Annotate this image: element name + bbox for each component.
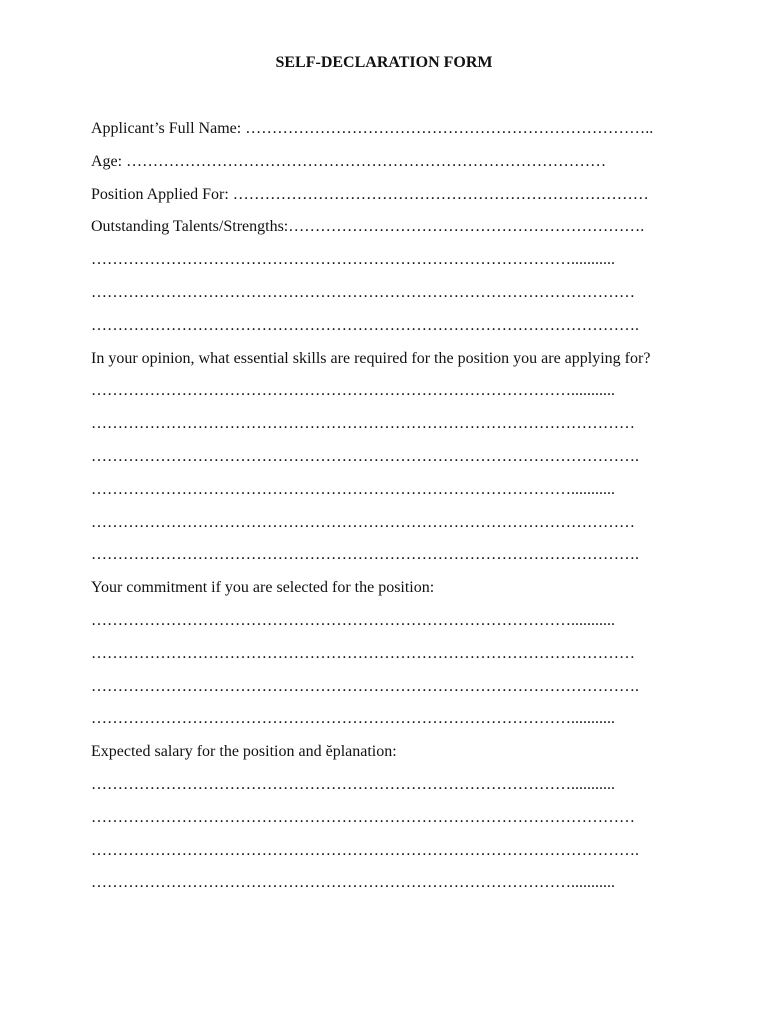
dotted-line: ………………………………………………………………………………...........	[91, 710, 615, 728]
skills-blank-line	[91, 479, 681, 501]
dotted-line: ………………………………………………………………………………………….	[91, 677, 639, 695]
position-label: Position Applied For:	[91, 185, 233, 203]
talents-blank-line	[91, 249, 681, 271]
skills-blank-line	[91, 413, 681, 435]
salary-blank-line	[91, 840, 681, 862]
talents-field	[91, 216, 681, 238]
age-blank: ………………………………………………………………………………	[126, 152, 607, 170]
dotted-line: ………………………………………………………………………………...........	[91, 611, 615, 629]
skills-blank-line	[91, 544, 681, 566]
dotted-line: ………………………………………………………………………………...........	[91, 382, 615, 400]
dotted-line: ………………………………………………………………………………...........	[91, 874, 615, 892]
commitment-blank-line	[91, 676, 681, 698]
skills-question	[91, 348, 681, 370]
dotted-line: …………………………………………………………………………………………	[91, 513, 635, 531]
position-blank: ……………………………………………………………………	[232, 185, 649, 203]
talents-label: Outstanding Talents/Strengths:	[91, 218, 289, 236]
talents-blank-line	[91, 282, 681, 304]
position-field	[91, 184, 681, 206]
skills-blank-line	[91, 446, 681, 468]
dotted-line: ………………………………………………………………………………...........	[91, 480, 615, 498]
full-name-label: Applicant’s Full Name:	[91, 120, 246, 137]
dotted-line: ………………………………………………………………………………………….	[91, 546, 639, 564]
dotted-line: ………………………………………………………………………………………….	[91, 447, 639, 465]
talents-blank: ………………………………………………………….	[288, 218, 645, 236]
form-title: SELF-DECLARATION FORM	[275, 54, 493, 71]
dotted-line: …………………………………………………………………………………………	[91, 415, 635, 433]
dotted-line: ………………………………………………………………………………………….	[91, 316, 639, 334]
dotted-line: ………………………………………………………………………………...........	[91, 775, 615, 793]
dotted-line: …………………………………………………………………………………………	[91, 808, 635, 826]
dotted-line: …………………………………………………………………………………………	[91, 283, 635, 301]
salary-question-text: Expected salary for the position and ĕplanation:	[91, 743, 397, 761]
salary-blank-line	[91, 807, 681, 829]
commitment-question	[91, 577, 681, 599]
skills-question-text: In your opinion, what essential skills are required for the position you are applying for?	[91, 349, 651, 367]
skills-blank-line	[91, 380, 681, 402]
salary-question	[91, 741, 681, 763]
age-field	[91, 151, 681, 173]
full-name-blank: …………………………………………………………………..	[245, 120, 654, 137]
dotted-line: ………………………………………………………………………………………….	[91, 841, 639, 859]
form-body	[91, 118, 681, 905]
full-name-field	[91, 118, 681, 140]
commitment-question-text: Your commitment if you are selected for the position:	[91, 579, 435, 597]
age-label: Age:	[91, 152, 127, 170]
salary-blank-line	[91, 774, 681, 796]
skills-blank-line	[91, 512, 681, 534]
commitment-blank-line	[91, 643, 681, 665]
commitment-blank-line	[91, 708, 681, 730]
dotted-line: ………………………………………………………………………………...........	[91, 251, 615, 269]
commitment-blank-line	[91, 610, 681, 632]
salary-blank-line	[91, 872, 681, 894]
talents-blank-line	[91, 315, 681, 337]
dotted-line: …………………………………………………………………………………………	[91, 644, 635, 662]
